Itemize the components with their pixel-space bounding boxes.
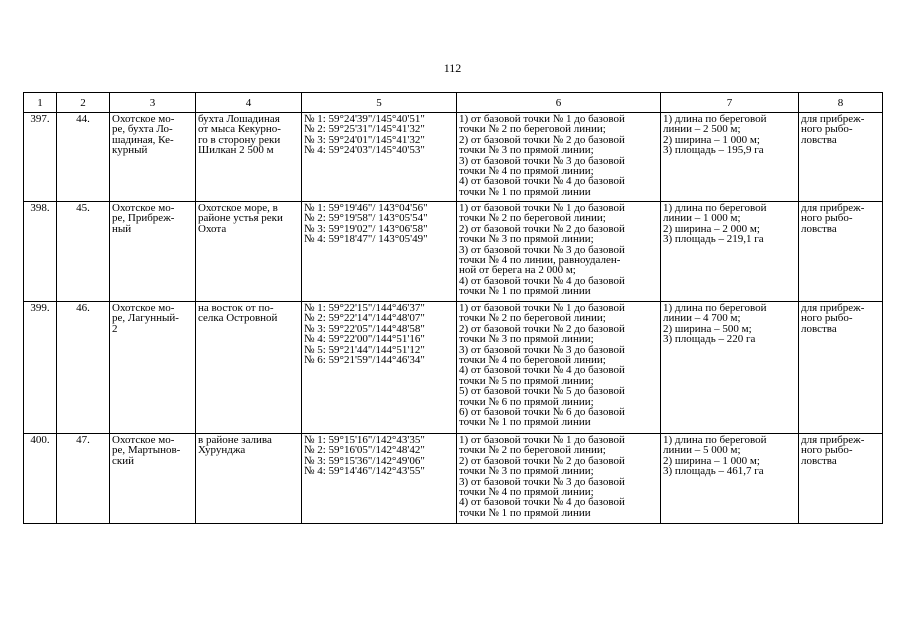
- cell-line: 3) от базовой точки № 3 до базовой: [459, 154, 625, 167]
- cell-line: ного рыбо-: [801, 444, 853, 457]
- cell-line: точки № 3 по прямой линии;: [459, 333, 594, 346]
- cell-line: 3) площадь – 219,1 га: [663, 233, 764, 246]
- cell-line: точки № 1 по прямой линии: [459, 285, 591, 298]
- cell-line: точки № 1 по прямой линии: [459, 185, 591, 198]
- row-number-cell: 397.: [24, 113, 57, 202]
- cell-line: Охотское мо-: [112, 434, 175, 446]
- cell-line: линии – 1 000 м;: [663, 212, 741, 225]
- boundary-description-cell: [457, 113, 661, 202]
- cell-line: в районе залива: [198, 434, 272, 446]
- dimensions-cell: [661, 202, 799, 302]
- coordinates-cell: [302, 434, 457, 524]
- column-header-2: 2: [57, 93, 110, 113]
- cell-line: точки № 4 по прямой линии;: [459, 165, 594, 178]
- cell-line: на восток от по-: [198, 302, 274, 314]
- purpose-cell: [799, 113, 883, 202]
- cell-line: районе устья реки: [198, 212, 283, 225]
- cell-line: ловства: [801, 133, 837, 146]
- cell-line: для прибреж-: [801, 302, 865, 314]
- dimensions-cell: [661, 434, 799, 524]
- page-number: 112: [443, 61, 462, 75]
- cell-line: 4) от базовой точки № 4 до базовой: [459, 175, 625, 188]
- row-number-cell: 398.: [24, 202, 57, 302]
- cell-line: № 4: 59°14'46"/142°43'55": [304, 465, 425, 478]
- column-header-4: 4: [196, 93, 302, 113]
- cell-line: 4) от базовой точки № 4 до базовой: [459, 274, 625, 287]
- cell-line: 2) ширина – 2 000 м;: [663, 222, 760, 235]
- cell-line: № 5: 59°21'44"/144°51'12": [304, 343, 425, 356]
- cell-line: ной от берега на 2 000 м;: [459, 264, 576, 277]
- cell-line: № 6: 59°21'59"/144°46'34": [304, 354, 425, 367]
- cell-line: 1) длина по береговой: [663, 302, 767, 314]
- cell-line: 3) от базовой точки № 3 до базовой: [459, 343, 625, 356]
- cell-line: № 3: 59°19'02"/ 143°06'58": [304, 222, 428, 235]
- cell-line: точки № 3 по прямой линии;: [459, 465, 594, 478]
- location-cell: [196, 113, 302, 202]
- cell-line: № 4: 59°22'00"/144°51'16": [304, 333, 425, 346]
- cell-line: 2) от базовой точки № 2 до базовой: [459, 322, 625, 335]
- cell-line: № 4: 59°24'03"/145°40'53": [304, 144, 425, 157]
- cell-line: ский: [112, 454, 134, 467]
- cell-line: для прибреж-: [801, 434, 865, 446]
- sub-number-cell: 46.: [57, 302, 110, 434]
- cell-line: ре, Мартынов-: [112, 444, 181, 457]
- cell-line: шадиная, Ке-: [112, 133, 174, 146]
- cell-line: точки № 1 по прямой линии: [459, 506, 591, 519]
- cell-line: 2) от базовой точки № 2 до базовой: [459, 222, 625, 235]
- cell-line: для прибреж-: [801, 202, 865, 214]
- boundary-description-cell: [457, 434, 661, 524]
- cell-line: № 2: 59°25'31"/145°41'32": [304, 123, 425, 136]
- cell-line: 5) от базовой точки № 5 до базовой: [459, 385, 625, 398]
- column-header-5: 5: [302, 93, 457, 113]
- cell-line: 2) ширина – 1 000 м;: [663, 454, 760, 467]
- cell-line: № 2: 59°16'05"/142°48'42": [304, 444, 425, 457]
- cell-line: Хурунджа: [198, 444, 246, 457]
- cell-line: 1) от базовой точки № 1 до базовой: [459, 302, 625, 314]
- cell-line: № 3: 59°22'05"/144°48'58": [304, 322, 425, 335]
- cell-line: 3) площадь – 220 га: [663, 333, 756, 346]
- cell-line: № 3: 59°15'36"/142°49'06": [304, 454, 425, 467]
- cell-line: Охотское мо-: [112, 113, 175, 125]
- location-cell: [196, 302, 302, 434]
- cell-line: Охотское мо-: [112, 202, 175, 214]
- purpose-cell: [799, 202, 883, 302]
- cell-line: Шилкан 2 500 м: [198, 144, 274, 157]
- cell-line: ре, Лагунный-: [112, 312, 179, 325]
- table-row: [24, 302, 883, 434]
- cell-line: 1) длина по береговой: [663, 202, 767, 214]
- table-row: [24, 434, 883, 524]
- header-row: [24, 93, 883, 113]
- column-header-1: 1: [24, 93, 57, 113]
- coordinates-cell: [302, 113, 457, 202]
- cell-line: точки № 1 по прямой линии: [459, 416, 591, 429]
- cell-line: от мыса Кекурно-: [198, 123, 281, 136]
- cell-line: точки № 3 по прямой линии;: [459, 233, 594, 246]
- cell-line: ловства: [801, 454, 837, 467]
- cell-line: 1) от базовой точки № 1 до базовой: [459, 113, 625, 125]
- cell-line: 3) от базовой точки № 3 до базовой: [459, 475, 625, 488]
- cell-line: 2) ширина – 500 м;: [663, 322, 752, 335]
- sub-number-cell: 45.: [57, 202, 110, 302]
- boundary-description-cell: [457, 202, 661, 302]
- area-name-cell: [110, 113, 196, 202]
- cell-line: точки № 2 по береговой линии;: [459, 444, 606, 457]
- cell-line: № 3: 59°24'01"/145°41'32": [304, 133, 425, 146]
- cell-line: точки № 5 по прямой линии;: [459, 374, 594, 387]
- cell-line: № 1: 59°15'16"/142°43'35": [304, 434, 425, 446]
- cell-line: Охотское мо-: [112, 302, 175, 314]
- cell-line: № 2: 59°19'58"/ 143°05'54": [304, 212, 428, 225]
- cell-line: 6) от базовой точки № 6 до базовой: [459, 406, 625, 419]
- cell-line: 3) от базовой точки № 3 до базовой: [459, 243, 625, 256]
- cell-line: Охота: [198, 222, 227, 235]
- coordinates-cell: [302, 202, 457, 302]
- cell-line: 2: [112, 322, 118, 335]
- cell-line: № 1: 59°22'15"/144°46'37": [304, 302, 425, 314]
- cell-line: 2) ширина – 1 000 м;: [663, 133, 760, 146]
- cell-line: точки № 3 по прямой линии;: [459, 144, 594, 157]
- cell-line: линии – 2 500 м;: [663, 123, 741, 136]
- area-name-cell: [110, 202, 196, 302]
- table-row: [24, 202, 883, 302]
- cell-line: 1) длина по береговой: [663, 113, 767, 125]
- row-number-cell: 399.: [24, 302, 57, 434]
- cell-line: ного рыбо-: [801, 312, 853, 325]
- cell-line: ный: [112, 222, 132, 235]
- location-cell: [196, 202, 302, 302]
- cell-line: 1) от базовой точки № 1 до базовой: [459, 202, 625, 214]
- cell-line: точки № 4 по линии, равноудален-: [459, 254, 621, 267]
- table-row: [24, 113, 883, 202]
- cell-line: ре, бухта Ло-: [112, 123, 173, 136]
- cell-line: 1) от базовой точки № 1 до базовой: [459, 434, 625, 446]
- cell-line: № 4: 59°18'47"/ 143°05'49": [304, 233, 428, 246]
- dimensions-cell: [661, 302, 799, 434]
- cell-line: 4) от базовой точки № 4 до базовой: [459, 364, 625, 377]
- purpose-cell: [799, 434, 883, 524]
- dimensions-cell: [661, 113, 799, 202]
- purpose-cell: [799, 302, 883, 434]
- column-header-8: 8: [799, 93, 883, 113]
- cell-line: 3) площадь – 461,7 га: [663, 465, 764, 478]
- boundary-description-cell: [457, 302, 661, 434]
- cell-line: 2) от базовой точки № 2 до базовой: [459, 133, 625, 146]
- sub-number-cell: 44.: [57, 113, 110, 202]
- cell-line: точки № 2 по береговой линии;: [459, 123, 606, 136]
- cell-line: № 1: 59°19'46"/ 143°04'56": [304, 202, 428, 214]
- cell-line: Охотское море, в: [198, 202, 278, 214]
- cell-line: ного рыбо-: [801, 123, 853, 136]
- cell-line: № 1: 59°24'39"/145°40'51": [304, 113, 425, 125]
- cell-line: ловства: [801, 222, 837, 235]
- cell-line: 2) от базовой точки № 2 до базовой: [459, 454, 625, 467]
- location-cell: [196, 434, 302, 524]
- sub-number-cell: 47.: [57, 434, 110, 524]
- coordinates-cell: [302, 302, 457, 434]
- cell-line: селка Островной: [198, 312, 278, 325]
- area-name-cell: [110, 302, 196, 434]
- column-header-7: 7: [661, 93, 799, 113]
- area-name-cell: [110, 434, 196, 524]
- cell-line: точки № 4 по прямой линии;: [459, 486, 594, 499]
- row-number-cell: 400.: [24, 434, 57, 524]
- cell-line: 4) от базовой точки № 4 до базовой: [459, 496, 625, 509]
- fishing-areas-table: [23, 92, 883, 524]
- column-header-6: 6: [457, 93, 661, 113]
- cell-line: курный: [112, 144, 148, 157]
- cell-line: № 2: 59°22'14"/144°48'07": [304, 312, 425, 325]
- cell-line: бухта Лошадиная: [198, 113, 280, 125]
- cell-line: 1) длина по береговой: [663, 434, 767, 446]
- column-header-3: 3: [110, 93, 196, 113]
- cell-line: го в сторону реки: [198, 133, 281, 146]
- cell-line: точки № 6 по прямой линии;: [459, 395, 594, 408]
- cell-line: линии – 4 700 м;: [663, 312, 741, 325]
- cell-line: точки № 4 по береговой линии;: [459, 354, 606, 367]
- cell-line: ного рыбо-: [801, 212, 853, 225]
- cell-line: линии – 5 000 м;: [663, 444, 741, 457]
- cell-line: точки № 2 по береговой линии;: [459, 312, 606, 325]
- cell-line: точки № 2 по береговой линии;: [459, 212, 606, 225]
- cell-line: 3) площадь – 195,9 га: [663, 144, 764, 157]
- cell-line: ловства: [801, 322, 837, 335]
- cell-line: для прибреж-: [801, 113, 865, 125]
- cell-line: ре, Прибреж-: [112, 212, 175, 225]
